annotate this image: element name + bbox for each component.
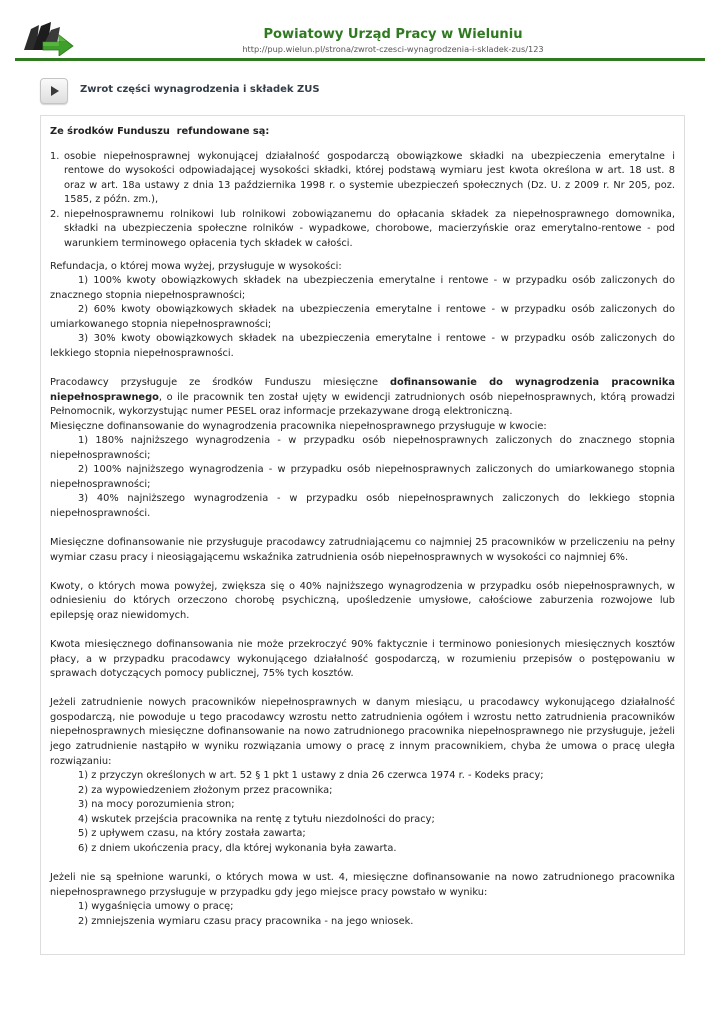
refund-rates-intro: Refundacja, o której mowa wyżej, przysługuje w wysokości: (50, 260, 342, 272)
alternative-paragraph: Jeżeli nie są spełnione warunki, o których mowa w ust. 4, miesięczne dofinansowanie na nowo zatrudnionego pracownika niepełnosprawnego przysługuje w przypadku gdy jego miejsce pracy powstało w wyniku: (50, 872, 675, 898)
refund-intro: Ze środków Funduszu refundowane są: (50, 126, 270, 137)
refund-list (50, 150, 675, 252)
refund-rates-section (50, 260, 675, 362)
list-item-number: 1. (50, 150, 60, 162)
list-item-number: 2. (50, 208, 60, 220)
list-item-text: niepełnosprawnemu rolnikowi lub rolnikowi zobowiązanemu do opłacania składek za niepełnosprawnego domownika, składki na ubezpieczenia społeczne rolników - wypadkowe, chorobowe, macierzyńskie oraz emerytalno-rentowe - pod warunkiem terminowego opłacenia tych składek w całości. (64, 208, 675, 249)
refund-section (50, 125, 675, 252)
page-title: Zwrot części wynagrodzenia i składek ZUS (80, 84, 320, 95)
list-item-text: osobie niepełnosprawnej wykonującej działalność gospodarczą obowiązkowe składki na ubezpieczenia emerytalne i rentowe do wysokości odpowiadającej wysokości składki, której podstawą wymiaru jest kwota określona w art. 18 ust. 8 oraz w art. 18a ustawy z dnia 13 października 1998 r. o systemie ubezpieczeń społecznych (Dz. U. z 2009 r. Nr 205, poz. 1585, z późn. zm.), (64, 150, 675, 206)
cap-section (50, 638, 675, 682)
site-header (62, 26, 724, 54)
increase-paragraph: Kwoty, o których mowa powyżej, zwiększa się o 40% najniższego wynagrodzenia w przypadku osób niepełnosprawnych, w odniesieniu do których orzeczono chorobę psychiczną, upośledzenie umysłowe, całościowe zaburzenia rozwojowe lub epilepsję oraz niewidomych. (50, 580, 675, 621)
article-content (40, 115, 685, 955)
exclusion-paragraph: Miesięczne dofinansowanie nie przysługuje pracodawcy zatrudniającemu co najmniej 25 pracowników w przeliczeniu na pełny wymiar czasu pracy i nieosiągającemu wskaźnika zatrudnienia osób niepełnosprawnych w wysokości co najmniej 6%. (50, 537, 675, 563)
refund-rate-item: 2) 60% kwoty obowiązkowych składek na ubezpieczenia emerytalne i rentowe - w przypadku osób zaliczonych do umiarkowanego stopnia niepełnosprawności; (50, 304, 675, 330)
exclusion-section (50, 536, 675, 565)
subsidy-highlight: dofinansowanie do wynagrodzenia pracownika niepełnosprawnego (50, 376, 675, 403)
alternative-reason-item: 1) wygaśnięcia umowy o pracę; (78, 901, 234, 913)
alternative-reason-item: 2) zmniejszenia wymiaru czasu pracy pracownika - na jego wniosek. (78, 915, 414, 927)
subsidy-amount-item: 3) 40% najniższego wynagrodzenia - w przypadku osób niepełnosprawnych zaliczonych do lekkiego stopnia niepełnosprawności. (50, 493, 675, 520)
play-arrow-icon (40, 78, 68, 104)
header-divider (15, 58, 705, 61)
list-item (50, 208, 675, 252)
subsidy-section (50, 376, 675, 522)
subsidy-paragraph (50, 376, 675, 420)
refund-rate-item: 3) 30% kwoty obowiązkowych składek na ubezpieczenia emerytalne i rentowe - w przypadku osób zaliczonych do lekkiego stopnia niepełnosprawności. (50, 333, 675, 359)
site-title: Powiatowy Urząd Pracy w Wieluniu (263, 27, 523, 42)
termination-reason-item: 2) za wypowiedzeniem złożonym przez pracownika; (78, 784, 333, 796)
termination-reason-item: 5) z upływem czasu, na który została zawarta; (78, 828, 306, 840)
termination-reason-item: 3) na mocy porozumienia stron; (78, 799, 235, 811)
increase-section (50, 580, 675, 624)
termination-reason-item: 1) z przyczyn określonych w art. 52 § 1 pkt 1 ustawy z dnia 26 czerwca 1974 r. - Kodeks pracy; (78, 770, 544, 782)
cap-paragraph: Kwota miesięcznego dofinansowania nie może przekroczyć 90% faktycznie i terminowo poniesionych miesięcznych kosztów płacy, a w przypadku pracodawcy wykonującego działalność gospodarczą, w rozumieniu przepisów o postępowaniu w sprawach dotyczących pomocy publicznej, 75% tych kosztów. (50, 639, 675, 680)
alternative-section (50, 871, 675, 929)
refund-rate-item: 1) 100% kwoty obowiązkowych składek na ubezpieczenia emerytalne i rentowe - w przypadku osób zaliczonych do znacznego stopnia niepełnosprawności; (50, 275, 675, 301)
subsidy-amount-item: 2) 100% najniższego wynagrodzenia - w przypadku osób niepełnosprawnych zaliczonych do umiarkowanego stopnia niepełnosprawności; (50, 464, 675, 490)
termination-reason-item: 4) wskutek przejścia pracownika na rentę z tytułu niezdolności do pracy; (78, 813, 435, 825)
subsidy-text-end: , o ile pracownik ten został ujęty w ewidencji zatrudnionych osób niepełnosprawnych, którą prowadzi Pełnomocnik, wykorzystując numer PESEL oraz informacje przekazywane drogą elektroniczną. (50, 391, 675, 418)
new-hires-paragraph: Jeżeli zatrudnienie nowych pracowników niepełnosprawnych w danym miesiącu, u pracodawcy wykonującego działalność gospodarczą, nie powoduje u tego pracodawcy wzrostu netto zatrudnienia ogółem i wzrostu netto zatrudnienia pracowników niepełnosprawnych miesięczne dofinansowanie na nowo zatrudnionego pracownika niepełnosprawnego nie przysługuje, jeżeli jego zatrudnienie nastąpiło w wyniku rozwiązania umowy o pracę z innym pracownikiem, chyba że umowa o pracę uległa rozwiązaniu: (50, 697, 675, 767)
subsidy-amount-item: 1) 180% najniższego wynagrodzenia - w przypadku osób niepełnosprawnych zaliczonych do znacznego stopnia niepełnosprawności; (50, 435, 675, 461)
subsidy-text-start: Pracodawcy przysługuje ze środków Funduszu miesięczne (50, 376, 390, 388)
subsidy-amount-intro: Miesięczne dofinansowanie do wynagrodzenia pracownika niepełnosprawnego przysługuje w kwocie: (50, 420, 547, 432)
termination-reason-item: 6) z dniem ukończenia pracy, dla której wykonania była zawarta. (78, 842, 397, 854)
list-item (50, 150, 675, 208)
page-url: http://pup.wielun.pl/strona/zwrot-czesci-wynagrodzenia-i-skladek-zus/123 (242, 44, 544, 54)
new-hires-section (50, 696, 675, 856)
